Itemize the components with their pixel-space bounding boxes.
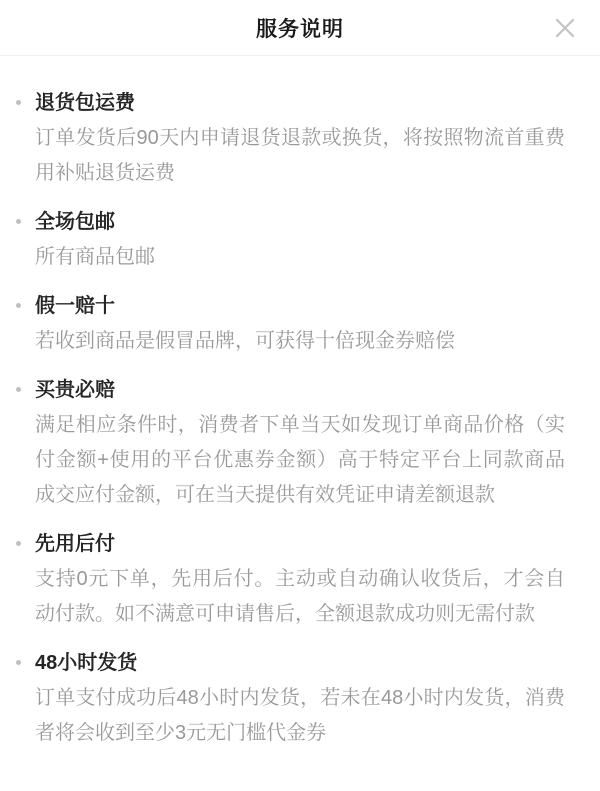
bullet-dot-icon <box>16 541 21 546</box>
section-body: 订单发货后90天内申请退货退款或换货，将按照物流首重费用补贴退货运费 <box>35 127 565 184</box>
modal-content <box>0 56 600 751</box>
close-icon <box>553 16 577 40</box>
modal-title: 服务说明 <box>256 17 344 41</box>
section-price-guarantee <box>35 376 565 513</box>
section-free-shipping <box>35 208 565 275</box>
section-fake-compensation <box>35 292 565 359</box>
section-body: 支持0元下单，先用后付。主动或自动确认收货后，才会自动付款。如不满意可申请售后，全额退款成功则无需付款 <box>35 568 565 625</box>
section-body: 所有商品包邮 <box>35 246 155 268</box>
section-heading: 假一赔十 <box>35 295 115 317</box>
section-heading: 买贵必赔 <box>35 379 115 401</box>
section-body: 订单支付成功后48小时内发货，若未在48小时内发货，消费者将会收到至少3元无门槛代金券 <box>35 687 565 744</box>
section-pay-later <box>35 530 565 632</box>
bullet-dot-icon <box>16 219 21 224</box>
section-return-shipping <box>35 89 565 191</box>
bullet-dot-icon <box>16 660 21 665</box>
section-heading: 48小时发货 <box>35 652 138 674</box>
bullet-dot-icon <box>16 387 21 392</box>
section-heading: 先用后付 <box>35 533 115 555</box>
section-heading: 退货包运费 <box>35 92 135 114</box>
close-button[interactable] <box>546 9 584 47</box>
bullet-dot-icon <box>16 303 21 308</box>
bullet-dot-icon <box>16 100 21 105</box>
section-48h-shipping <box>35 649 565 751</box>
section-body: 满足相应条件时，消费者下单当天如发现订单商品价格（实付金额+使用的平台优惠券金额）高于特定平台上同款商品成交应付金额，可在当天提供有效凭证申请差额退款 <box>35 414 565 506</box>
section-body: 若收到商品是假冒品牌，可获得十倍现金券赔偿 <box>35 330 455 352</box>
modal-header <box>0 0 600 56</box>
section-heading: 全场包邮 <box>35 211 115 233</box>
